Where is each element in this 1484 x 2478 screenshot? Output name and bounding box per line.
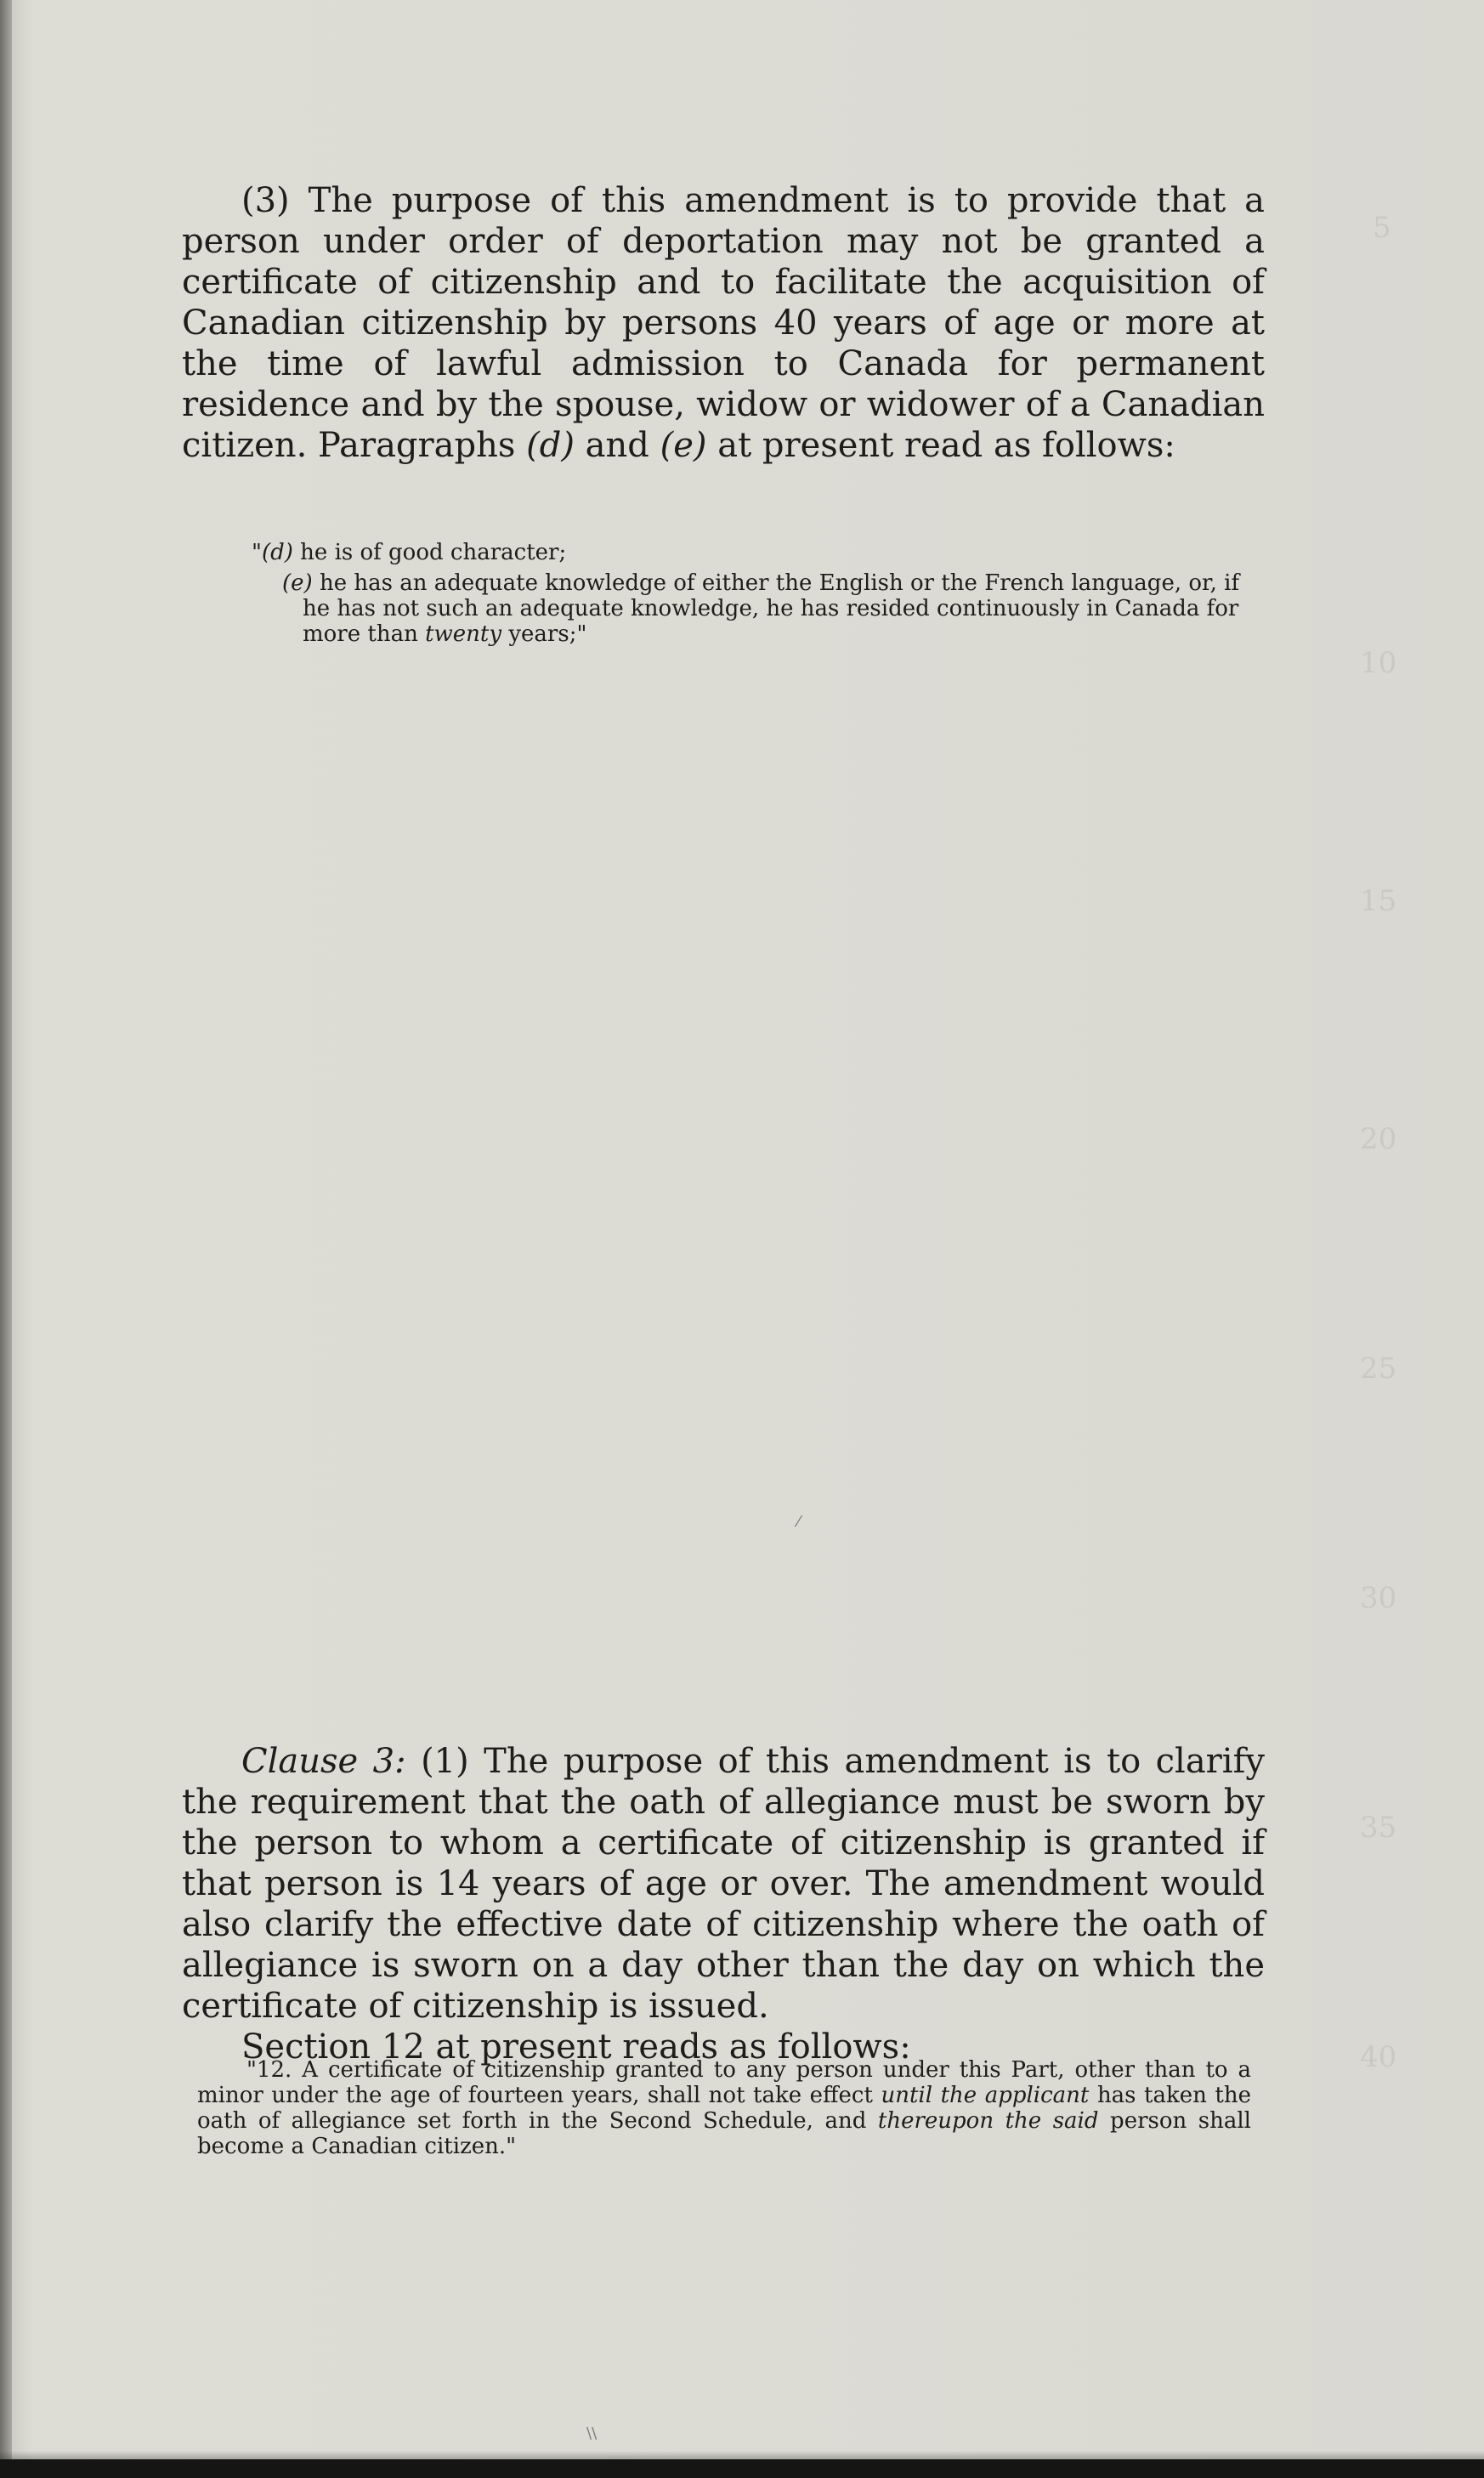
paragraph-ref-e: (e) bbox=[660, 426, 707, 465]
clause-3-text bbox=[182, 1741, 1265, 2027]
stray-mark: \\ bbox=[586, 2424, 598, 2442]
quote-d-text: he is of good character; bbox=[300, 540, 567, 565]
scanner-bottom-bar bbox=[0, 2459, 1484, 2478]
ghost-line-number: 20 bbox=[1360, 1122, 1397, 1156]
quote-item-e bbox=[197, 570, 1251, 647]
quote-e-label: (e) bbox=[282, 570, 313, 596]
stray-mark: ⁄ bbox=[797, 1513, 801, 1531]
ghost-line-number: 15 bbox=[1360, 884, 1397, 918]
section-12-text bbox=[197, 2057, 1251, 2159]
clause-label: Clause 3: bbox=[241, 1742, 406, 1781]
ghost-line-number: 10 bbox=[1360, 646, 1397, 680]
page-bottom-shadow bbox=[0, 2451, 1484, 2459]
amendment-purpose-paragraph bbox=[182, 180, 1265, 466]
ghost-line-number: 5 bbox=[1373, 211, 1391, 245]
section-12-italic-2: thereupon the said bbox=[877, 2108, 1099, 2134]
paragraph-tail: at present read as follows: bbox=[717, 426, 1175, 465]
quote-e-text: he has an adequate knowledge of either the English or the French language, or, if he has not such an adequate knowledge, he has resided continuously in Canada for more than bbox=[303, 570, 1240, 647]
quote-open-mark: " bbox=[252, 540, 262, 565]
quote-e-text-end: years;" bbox=[508, 621, 587, 647]
clause-body: (1) The purpose of this amendment is to clarify the requirement that the oath of allegiance must be sworn by the person to whom a certificate of citizenship is granted if that person is 14 years of age or over. The amendment would also clarify the effective date of citizenship where the oath of allegiance is sworn on a day other than the day on which the certificate of citizenship is issued. bbox=[182, 1742, 1265, 2026]
section-12-before: "12. A certificate of citizenship granted to any person under this Part, other than to a minor under the age of fourteen years, shall not take effect bbox=[197, 2057, 1251, 2108]
paragraph-text bbox=[182, 180, 1265, 466]
paragraph-and: and bbox=[585, 426, 649, 465]
ghost-line-number: 40 bbox=[1360, 2040, 1397, 2074]
quoted-paragraphs-d-e bbox=[197, 540, 1251, 647]
quote-d-label: (d) bbox=[261, 540, 293, 565]
paragraph-ref-d: (d) bbox=[526, 426, 575, 465]
quote-e-italic: twenty bbox=[425, 621, 502, 647]
section-12-quote bbox=[197, 2057, 1251, 2159]
section-12-italic-1: until the applicant bbox=[881, 2083, 1090, 2108]
section-12-line: Section 12 at present reads as follows: bbox=[241, 2027, 911, 2067]
ghost-line-number: 35 bbox=[1360, 1811, 1397, 1845]
clause-3-paragraph bbox=[182, 1741, 1265, 2067]
binding-shadow bbox=[0, 0, 12, 2478]
ghost-line-number: 30 bbox=[1360, 1581, 1397, 1615]
ghost-line-number: 25 bbox=[1360, 1352, 1397, 1386]
paragraph-body: The purpose of this amendment is to provide that a person under order of deportation may not be granted a certificate of citizenship and to facilitate the acquisition of Canadian citizenship by persons 40 years of age or more at the time of lawful admission to Canada for permanent residence and by the spouse, widow or widower of a Canadian citizen. Paragraphs bbox=[182, 181, 1265, 465]
paragraph-label: (3) bbox=[241, 181, 290, 220]
section-12-middle: has taken the oath of allegiance set forth in the Second Schedule, and bbox=[197, 2083, 1252, 2134]
section-12-after: person shall become a Canadian citizen." bbox=[197, 2108, 1251, 2159]
quote-item-d bbox=[197, 540, 1251, 565]
